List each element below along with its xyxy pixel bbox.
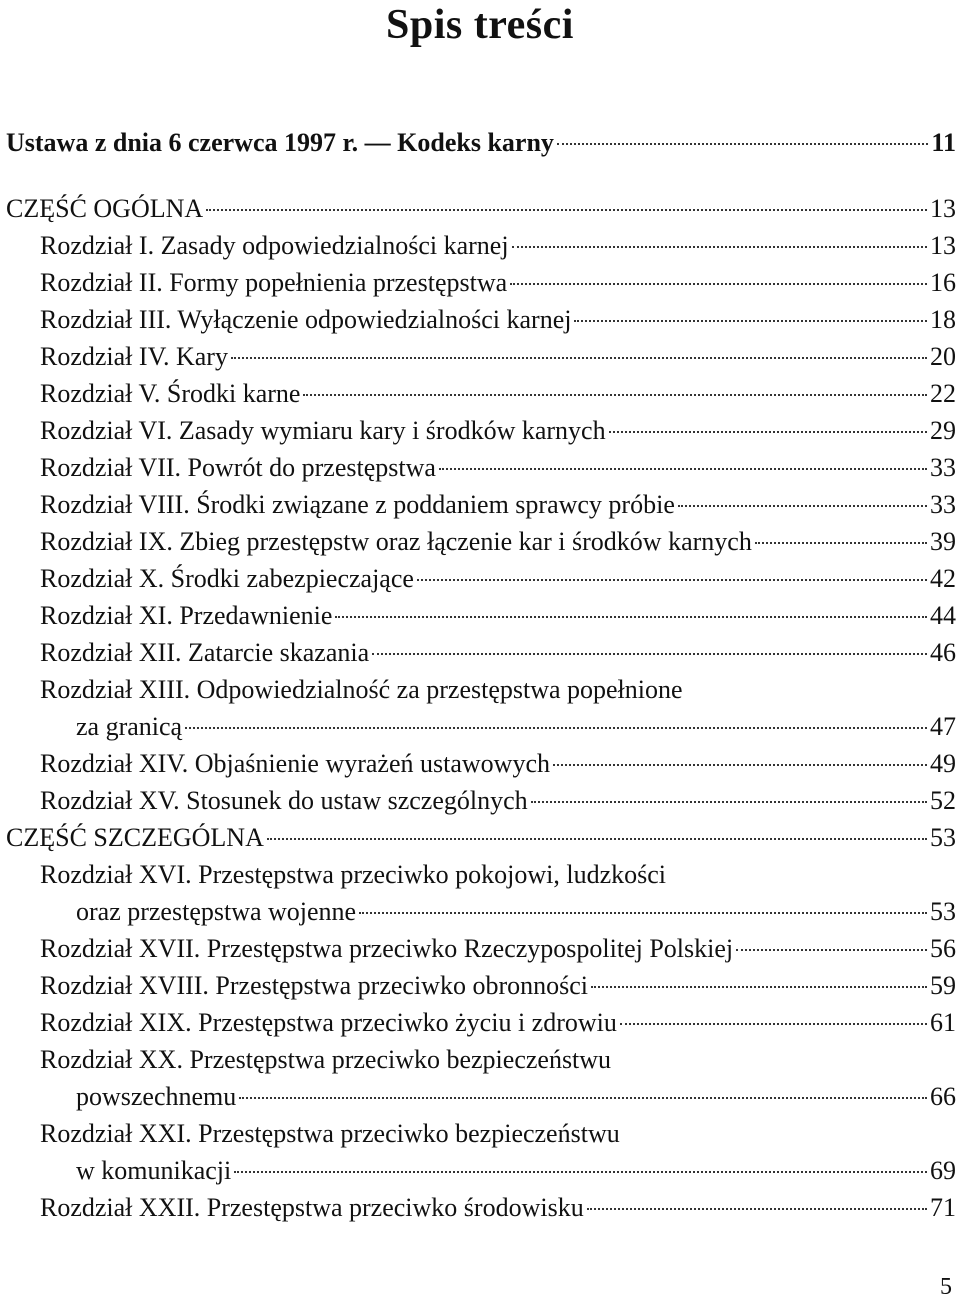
toc-entry-chapter-14[interactable]	[40, 746, 956, 782]
toc-entry-chapter-13[interactable]	[76, 709, 956, 745]
dot-leader	[736, 949, 927, 951]
dot-leader	[591, 986, 927, 988]
toc-entry-label: CZĘŚĆ OGÓLNA	[6, 194, 204, 223]
toc-entry-label: Rozdział VIII. Środki związane z poddaniem sprawcy próbie	[40, 490, 675, 519]
toc-entry-page: 49	[930, 749, 956, 778]
toc-entry-label: Rozdział VII. Powrót do przestępstwa	[40, 453, 436, 482]
toc-entry-chapter-19[interactable]	[40, 1005, 956, 1041]
dot-leader	[372, 653, 927, 655]
toc-entry-label: Rozdział XV. Stosunek do ustaw szczególnych	[40, 786, 528, 815]
toc-entry-label: Rozdział VI. Zasady wymiaru kary i środków karnych	[40, 416, 606, 445]
toc-entry-label: Rozdział XXII. Przestępstwa przeciwko środowisku	[40, 1193, 584, 1222]
toc-entry-chapter-1[interactable]	[40, 228, 956, 264]
toc-entry-page: 71	[930, 1193, 956, 1222]
dot-leader	[417, 579, 927, 581]
toc-entry-label: Rozdział X. Środki zabezpieczające	[40, 564, 414, 593]
toc-entry-chapter-12[interactable]	[40, 635, 956, 671]
toc-entry-label: Rozdział XIX. Przestępstwa przeciwko życiu i zdrowiu	[40, 1008, 617, 1037]
toc-entry-page: 22	[930, 379, 956, 408]
toc-entry-chapter-13-line1[interactable]: Rozdział XIII. Odpowiedzialność za przestępstwa popełnione	[40, 675, 683, 704]
page-title: Spis treści	[386, 2, 574, 48]
dot-leader	[512, 246, 927, 248]
toc-entry-page: 59	[930, 971, 956, 1000]
toc-entry-page: 47	[930, 712, 956, 741]
toc-entry-label: powszechnemu	[76, 1082, 237, 1111]
toc-entry-page: 11	[931, 128, 956, 157]
toc-entry-page: 18	[930, 305, 956, 334]
dot-leader	[678, 505, 927, 507]
dot-leader	[359, 912, 927, 914]
toc-entry-page: 44	[930, 601, 956, 630]
toc-entry-page: 53	[930, 823, 956, 852]
toc-entry-part-general[interactable]	[6, 191, 956, 227]
dot-leader	[531, 801, 927, 803]
toc-entry-page: 39	[930, 527, 956, 556]
toc-entry-statute[interactable]	[6, 125, 956, 161]
dot-leader	[553, 764, 927, 766]
toc-entry-label: Rozdział XVIII. Przestępstwa przeciwko obronności	[40, 971, 588, 1000]
toc-entry-page: 66	[930, 1082, 956, 1111]
toc-entry-page: 16	[930, 268, 956, 297]
toc-entry-page: 33	[930, 453, 956, 482]
toc-entry-page: 61	[930, 1008, 956, 1037]
dot-leader	[755, 542, 927, 544]
toc-entry-label: Rozdział XIV. Objaśnienie wyrażeń ustawowych	[40, 749, 550, 778]
dot-leader	[557, 143, 929, 145]
toc-entry-chapter-22[interactable]	[40, 1190, 956, 1226]
toc-entry-chapter-9[interactable]	[40, 524, 956, 560]
toc-entry-chapter-10[interactable]	[40, 561, 956, 597]
dot-leader	[609, 431, 927, 433]
toc-entry-label: Rozdział I. Zasady odpowiedzialności karnej	[40, 231, 509, 260]
dot-leader	[439, 468, 927, 470]
toc-entry-page: 20	[930, 342, 956, 371]
toc-entry-label: Rozdział II. Formy popełnienia przestępstwa	[40, 268, 508, 297]
toc-entry-chapter-18[interactable]	[40, 968, 956, 1004]
dot-leader	[620, 1023, 927, 1025]
toc-entry-label: Rozdział V. Środki karne	[40, 379, 301, 408]
toc-entry-chapter-8[interactable]	[40, 487, 956, 523]
toc-entry-label: za granicą	[76, 712, 183, 741]
dot-leader	[185, 727, 927, 729]
toc-entry-page: 69	[930, 1156, 956, 1185]
dot-leader	[267, 838, 927, 840]
toc-entry-page: 56	[930, 934, 956, 963]
toc-entry-label: Rozdział IX. Zbieg przestępstw oraz łączenie kar i środków karnych	[40, 527, 752, 556]
toc-entry-chapter-5[interactable]	[40, 376, 956, 412]
toc-entry-label: Rozdział XVII. Przestępstwa przeciwko Rzeczypospolitej Polskiej	[40, 934, 734, 963]
page-number: 5	[940, 1274, 952, 1300]
toc-entry-label: Rozdział III. Wyłączenie odpowiedzialności karnej	[40, 305, 572, 334]
toc-entry-chapter-3[interactable]	[40, 302, 956, 338]
toc-entry-page: 42	[930, 564, 956, 593]
toc-entry-chapter-20[interactable]	[76, 1079, 956, 1115]
toc-entry-chapter-15[interactable]	[40, 783, 956, 819]
dot-leader	[303, 394, 927, 396]
dot-leader	[231, 357, 927, 359]
toc-entry-label: CZĘŚĆ SZCZEGÓLNA	[6, 823, 264, 852]
toc-entry-label: w komunikacji	[76, 1156, 232, 1185]
toc-entry-label: oraz przestępstwa wojenne	[76, 897, 357, 926]
toc-entry-page: 33	[930, 490, 956, 519]
toc-entry-page: 52	[930, 786, 956, 815]
dot-leader	[206, 209, 927, 211]
toc-entry-chapter-17[interactable]	[40, 931, 956, 967]
toc-entry-chapter-16[interactable]	[76, 894, 956, 930]
toc-entry-chapter-21[interactable]	[76, 1153, 956, 1189]
toc-entry-chapter-6[interactable]	[40, 413, 956, 449]
toc-entry-label: Rozdział XI. Przedawnienie	[40, 601, 333, 630]
toc-entry-chapter-7[interactable]	[40, 450, 956, 486]
dot-leader	[335, 616, 927, 618]
toc-entry-part-specific[interactable]	[6, 820, 956, 856]
toc-entry-page: 53	[930, 897, 956, 926]
dot-leader	[234, 1171, 927, 1173]
toc-entry-chapter-16-line1[interactable]: Rozdział XVI. Przestępstwa przeciwko pokojowi, ludzkości	[40, 860, 667, 889]
dot-leader	[574, 320, 927, 322]
toc-entry-label: Rozdział XII. Zatarcie skazania	[40, 638, 370, 667]
toc-entry-page: 13	[930, 231, 956, 260]
toc-entry-page: 13	[930, 194, 956, 223]
toc-entry-chapter-11[interactable]	[40, 598, 956, 634]
toc-entry-chapter-21-line1[interactable]: Rozdział XXI. Przestępstwa przeciwko bezpieczeństwu	[40, 1119, 620, 1148]
toc-entry-page: 46	[930, 638, 956, 667]
dot-leader	[587, 1208, 927, 1210]
toc-entry-chapter-20-line1[interactable]: Rozdział XX. Przestępstwa przeciwko bezpieczeństwu	[40, 1045, 612, 1074]
toc-entry-label: Ustawa z dnia 6 czerwca 1997 r. — Kodeks karny	[6, 128, 554, 157]
toc-entry-chapter-4[interactable]	[40, 339, 956, 375]
dot-leader	[239, 1097, 927, 1099]
toc-entry-label: Rozdział IV. Kary	[40, 342, 228, 371]
toc-entry-page: 29	[930, 416, 956, 445]
dot-leader	[510, 283, 927, 285]
toc-entry-chapter-2[interactable]	[40, 265, 956, 301]
